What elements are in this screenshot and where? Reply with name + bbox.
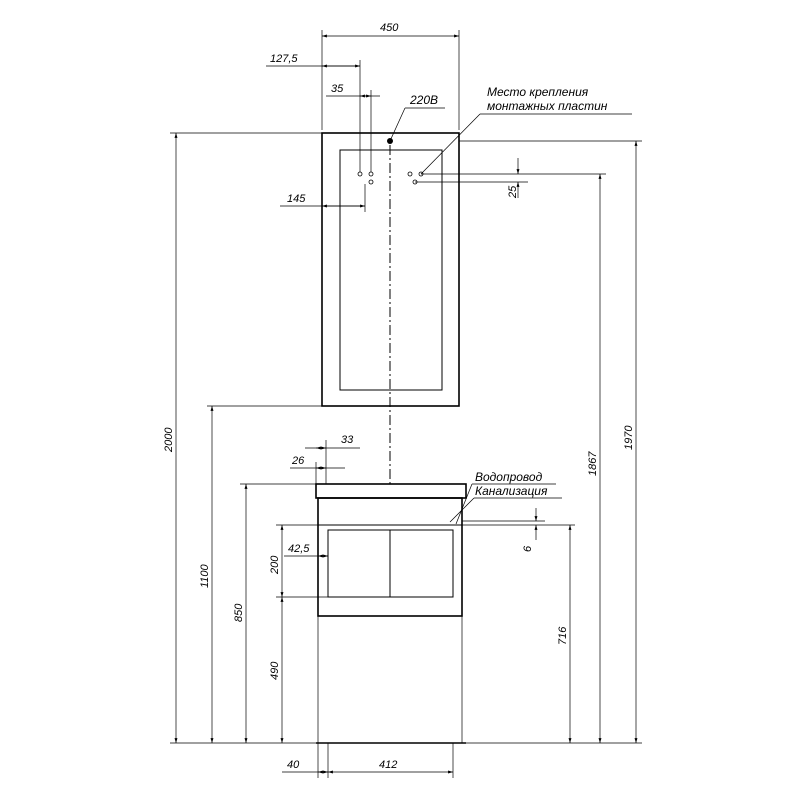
dim-1970 bbox=[459, 141, 642, 743]
dim-26 bbox=[290, 455, 345, 484]
dim-716 bbox=[557, 525, 570, 743]
dim-label-412: 412 bbox=[379, 759, 398, 771]
dim-label-42-5: 42,5 bbox=[288, 543, 310, 555]
dim-25 bbox=[415, 158, 528, 199]
dim-label-25: 25 bbox=[507, 185, 519, 198]
dim-35 bbox=[326, 83, 380, 172]
dim-6 bbox=[462, 508, 575, 552]
dim-label-1867: 1867 bbox=[587, 451, 599, 476]
dim-label-716: 716 bbox=[557, 626, 569, 645]
dim-850 bbox=[233, 484, 316, 743]
dim-label-200: 200 bbox=[269, 555, 281, 574]
dim-2000 bbox=[163, 133, 322, 743]
dim-label-1970: 1970 bbox=[623, 425, 635, 450]
dim-40 bbox=[282, 743, 328, 778]
dim-42-5 bbox=[284, 543, 328, 556]
power-label: 220В bbox=[410, 93, 439, 107]
dim-label-2000: 2000 bbox=[163, 427, 175, 452]
mounting-label-line2: монтажных пластин bbox=[487, 99, 608, 113]
water-label: Водопровод bbox=[475, 470, 543, 484]
dim-label-35: 35 bbox=[331, 83, 344, 95]
vanity-cabinet bbox=[316, 484, 466, 743]
dim-200 bbox=[269, 525, 328, 597]
mounting-label-line1: Место крепления bbox=[487, 85, 589, 99]
dim-label-26: 26 bbox=[292, 455, 305, 467]
dim-label-850: 850 bbox=[233, 603, 245, 622]
mirror-glass bbox=[340, 150, 442, 390]
sewer-label: Канализация bbox=[475, 484, 548, 498]
pipes-leader bbox=[450, 470, 562, 524]
dim-412 bbox=[328, 743, 453, 778]
dim-1867 bbox=[528, 174, 606, 743]
dim-label-6: 6 bbox=[522, 545, 534, 552]
mounting-leader bbox=[421, 85, 632, 174]
dim-label-145: 145 bbox=[287, 193, 306, 205]
dim-label-450: 450 bbox=[380, 22, 399, 34]
dim-490 bbox=[269, 597, 282, 743]
dim-label-40: 40 bbox=[287, 759, 300, 771]
dim-label-1100: 1100 bbox=[199, 564, 211, 588]
dim-label-127-5: 127,5 bbox=[270, 53, 298, 65]
dim-33 bbox=[305, 434, 360, 484]
dim-450 bbox=[322, 22, 459, 130]
countertop bbox=[316, 484, 466, 498]
dim-127-5 bbox=[266, 53, 360, 172]
dim-label-490: 490 bbox=[269, 661, 281, 680]
dim-label-33: 33 bbox=[341, 434, 354, 446]
